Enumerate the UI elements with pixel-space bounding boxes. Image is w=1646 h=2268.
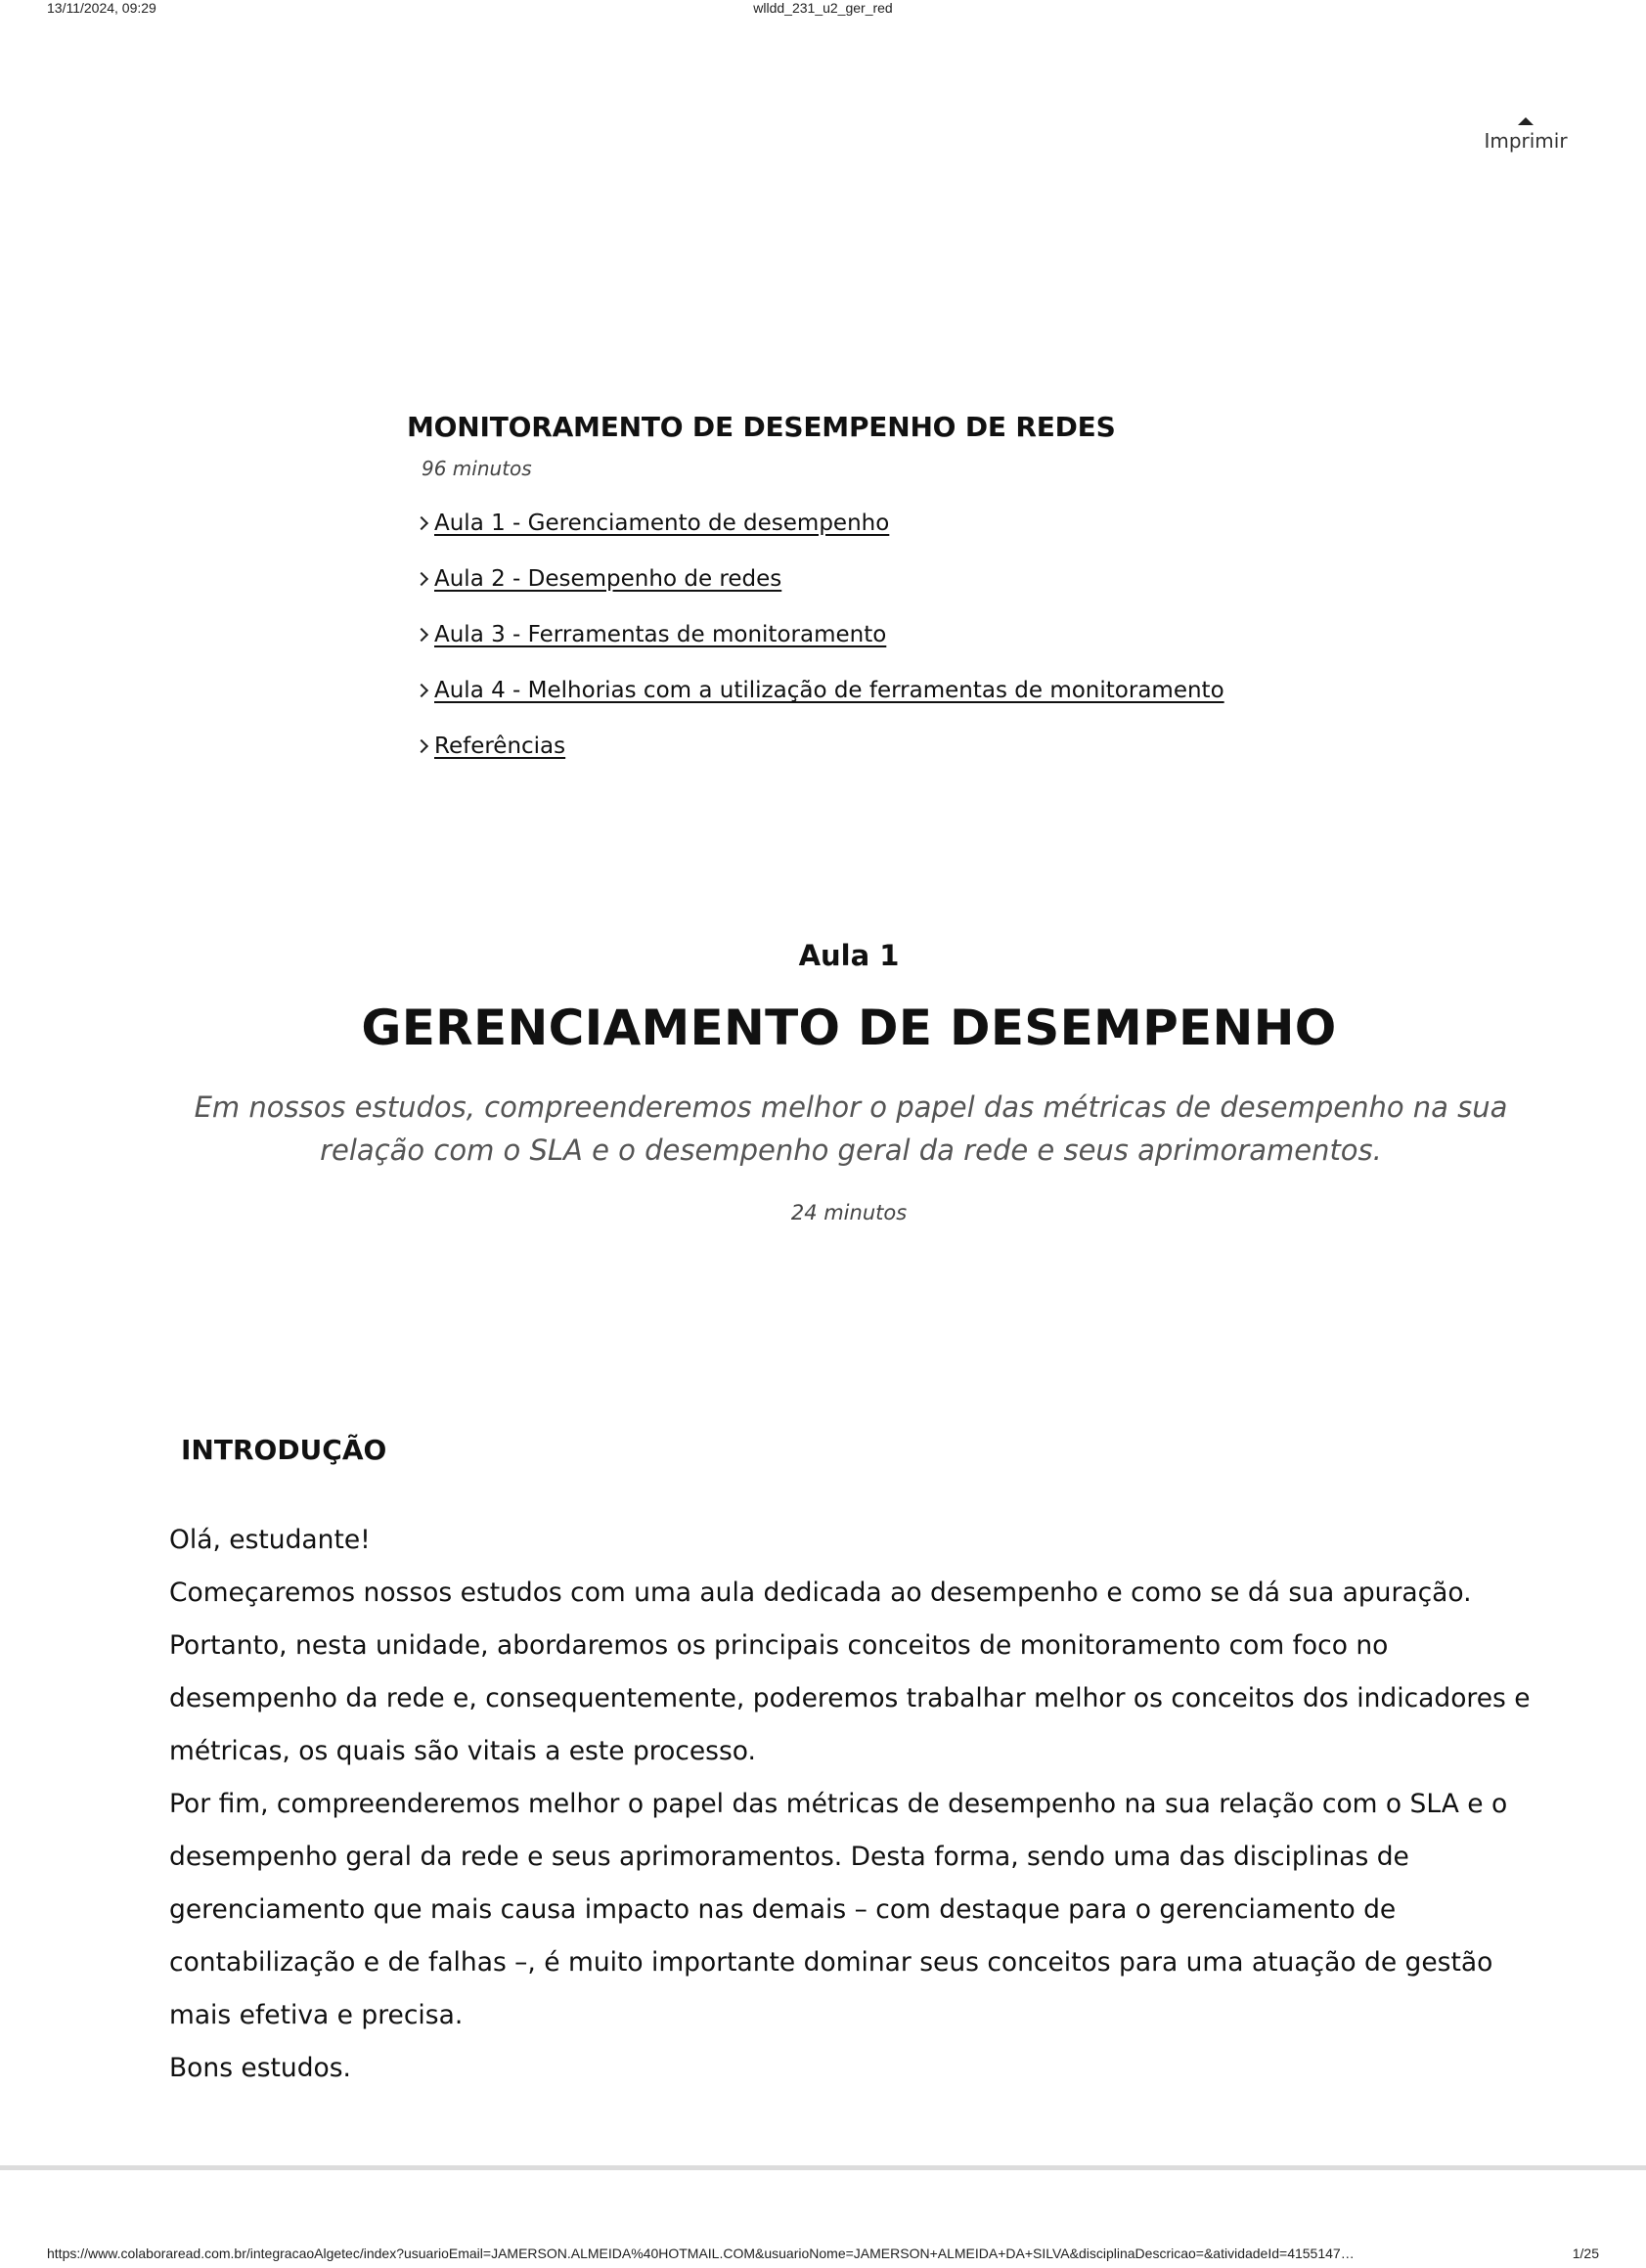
print-header	[0, 0, 1646, 20]
print-url: https://www.colaboraread.com.br/integracaoAlgetec/index?usuarioEmail=JAMERSON.ALMEIDA%40HOTMAIL.COM&usuarioNome=JAMERSON+ALMEIDA+DA+SILVA&disciplinaDescricao=&atividadeId=4155147…	[47, 2246, 1355, 2261]
intro-closing: Bons estudos.	[169, 2053, 351, 2083]
toc-title: MONITORAMENTO DE DESEMPENHO DE REDES	[407, 411, 1116, 443]
intro-greeting: Olá, estudante!	[169, 1525, 371, 1555]
lesson-subtitle: Em nossos estudos, compreenderemos melhor o papel das métricas de desempenho na sua relação com o SLA e o desempenho geral da rede e seus aprimoramentos.	[194, 1090, 1508, 1167]
chevron-right-icon	[415, 572, 428, 586]
chevron-right-icon	[415, 739, 428, 753]
chevron-right-icon	[415, 684, 428, 697]
print-date: 13/11/2024, 09:29	[47, 0, 156, 16]
lesson-duration: 24 minutos	[790, 1201, 908, 1224]
toc-list	[415, 504, 1287, 782]
caret-up-icon	[1518, 117, 1534, 125]
lesson-label: Aula 1	[798, 939, 900, 972]
toc-link-aula-3[interactable]: Aula 3 - Ferramentas de monitoramento	[434, 622, 887, 647]
toc-item	[415, 504, 1287, 559]
divider	[0, 2165, 1646, 2170]
lesson-header	[156, 939, 1541, 1224]
toc-item	[415, 559, 1287, 615]
toc-item	[415, 615, 1287, 671]
intro-heading: INTRODUÇÃO	[181, 1434, 387, 1466]
toc-item	[415, 727, 1287, 782]
intro-paragraph: Por fim, compreenderemos melhor o papel das métricas de desempenho na sua relação com o SLA e o desempenho geral da rede e seus aprimoramentos. Desta forma, sendo uma das disciplinas de gerenciamento que mais causa impacto nas demais – com destaque para o gerenciamento de contabilização e de falhas –, é muito importante dominar seus conceitos para uma atuação de gestão mais efetiva e precisa.	[169, 1789, 1508, 2030]
print-button-label: Imprimir	[1484, 129, 1568, 153]
page-number: 1/25	[1572, 2246, 1599, 2261]
table-of-contents	[407, 411, 1287, 782]
print-button[interactable]	[1472, 117, 1579, 153]
toc-link-aula-4[interactable]: Aula 4 - Melhorias com a utilização de ferramentas de monitoramento	[434, 678, 1224, 703]
toc-link-aula-1[interactable]: Aula 1 - Gerenciamento de desempenho	[434, 511, 890, 536]
toc-link-referencias[interactable]: Referências	[434, 734, 566, 759]
chevron-right-icon	[415, 628, 428, 642]
print-document-title: wlldd_231_u2_ger_red	[753, 0, 893, 16]
lesson-title: GERENCIAMENTO DE DESEMPENHO	[361, 1000, 1337, 1056]
intro-paragraph: Começaremos nossos estudos com uma aula dedicada ao desempenho e como se dá sua apuração. Portanto, nesta unidade, abordaremos os principais conceitos de monitoramento com foco no desempenho da rede e, consequentemente, poderemos trabalhar melhor os conceitos dos indicadores e métricas, os quais são vitais a este processo.	[169, 1578, 1531, 1766]
toc-link-aula-2[interactable]: Aula 2 - Desempenho de redes	[434, 566, 782, 592]
chevron-right-icon	[415, 516, 428, 530]
print-footer	[0, 2246, 1646, 2265]
toc-duration: 96 minutos	[422, 457, 532, 480]
toc-item	[415, 671, 1287, 727]
intro-body	[169, 1514, 1538, 2095]
